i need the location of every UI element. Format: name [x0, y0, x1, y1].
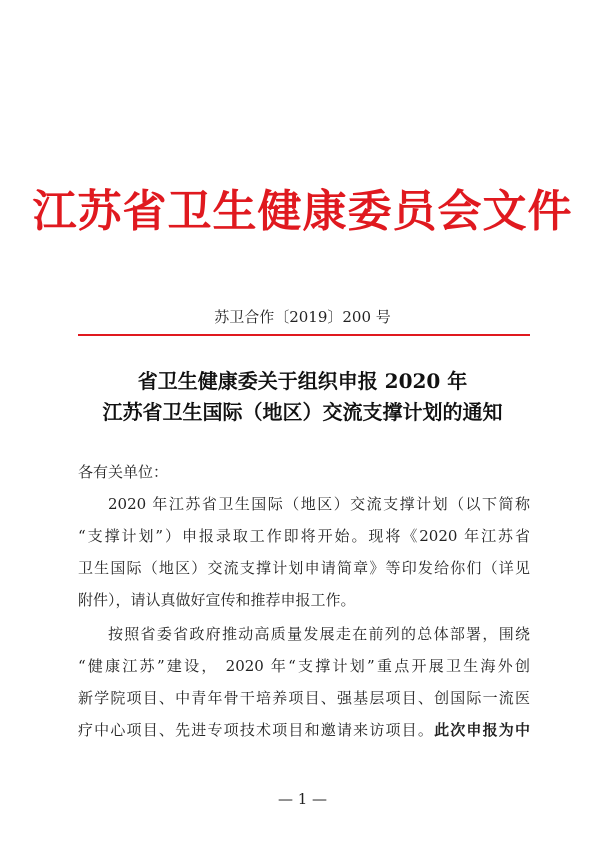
notice-title-line-2: 江苏省卫生国际（地区）交流支撑计划的通知: [102, 400, 503, 424]
paragraph-2-line-2: “健康江苏”建设， 2020 年“支撑计划”重点开展卫生海外创: [78, 657, 530, 675]
red-divider: [78, 334, 530, 336]
paragraph-1-line-4: 附件），请认真做好宣传和推荐申报工作。: [78, 591, 356, 609]
paragraph-1-line-3: 卫生国际（地区）交流支撑计划申请简章》等印发给你们（详见: [78, 559, 530, 577]
paragraph-1-line-2: “支撑计划”）申报录取工作即将开始。现将《2020 年江苏省: [78, 527, 530, 545]
org-document-header: 江苏省卫生健康委员会文件: [32, 186, 573, 237]
paragraph-2-line-4: [78, 720, 530, 740]
notice-title-line-1: 省卫生健康委关于组织申报 2020 年: [137, 369, 468, 393]
paragraph-2-line-3: 新学院项目、中青年骨干培养项目、强基层项目、创国际一流医: [78, 689, 530, 707]
page-number: — 1 —: [277, 790, 328, 808]
paragraph-2-line-4-text: 疗中心项目、先进专项技术项目和邀请来访项目。: [78, 721, 435, 739]
paragraph-2-line-1: 按照省委省政府推动高质量发展走在前列的总体部署，围绕: [108, 625, 530, 643]
paragraph-2-line-4-bold: 此次申报为中: [434, 721, 530, 739]
document-number: 苏卫合作〔2019〕200 号: [214, 308, 391, 326]
salutation: 各有关单位：: [78, 463, 169, 481]
paragraph-1-line-1: 2020 年江苏省卫生国际（地区）交流支撑计划（以下简称: [108, 495, 530, 513]
